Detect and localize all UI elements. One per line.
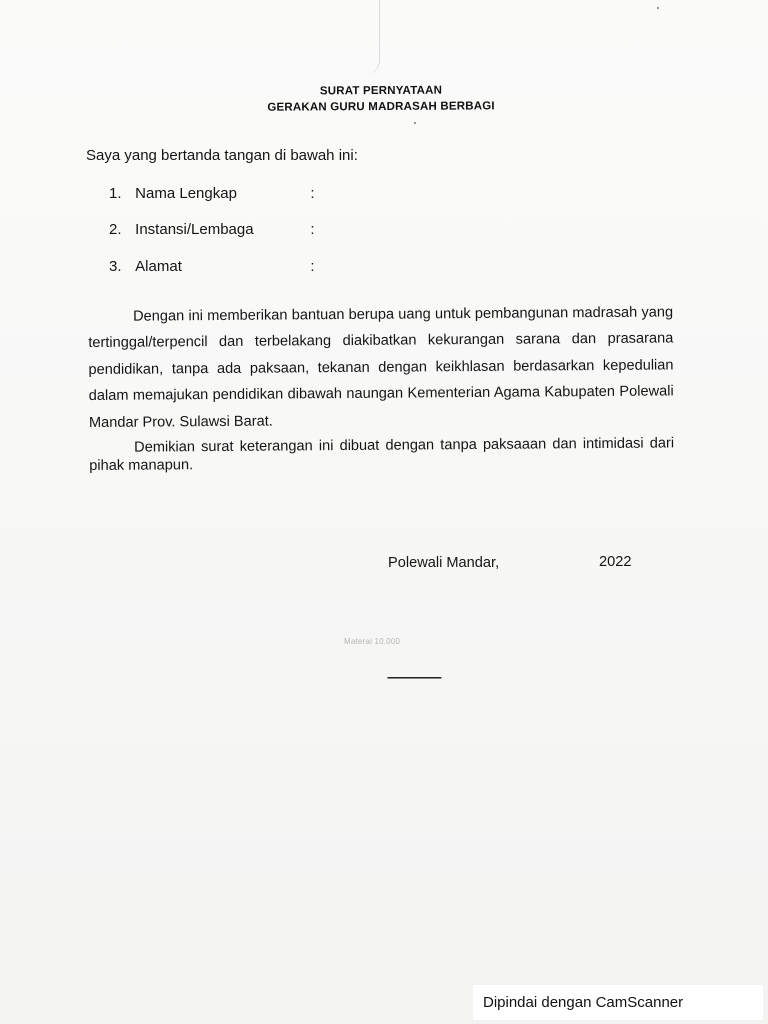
- scan-dot: [414, 122, 416, 124]
- signature-year: 2022: [599, 554, 632, 570]
- signature-place: Polewali Mandar,: [388, 555, 500, 571]
- field-institution: [109, 221, 320, 238]
- field-label: Instansi/Lembaga: [135, 221, 254, 238]
- field-label: Nama Lengkap: [135, 185, 237, 202]
- field-separator: :: [310, 221, 315, 238]
- statement-paragraph: Dengan ini memberikan bantuan berupa uang untuk pembangunan madrasah yang tertinggal/terpencil dan terbelakang diakibatkan kekurangan sarana dan prasarana pendidikan, tanpa ada paksaan, tekanan dengan keikhlasan berdasarkan kepedulian dalam memajukan pendidikan dibawah naungan Kementerian Agama Kabupaten Polewali Mandar Prov. Sulawsi Barat.: [88, 304, 674, 431]
- stamp-placeholder: Materai 10.000: [344, 637, 401, 646]
- signature-line: ------------------: [387, 670, 441, 684]
- field-number: 2.: [109, 221, 122, 238]
- closing-paragraph: Demikian surat keterangan ini dibuat dengan tanpa paksaaan dan intimidasi dari pihak manapun.: [89, 435, 675, 475]
- document-subtitle: GERAKAN GURU MADRASAH BERBAGI: [267, 100, 495, 114]
- scan-dot: [657, 7, 659, 9]
- field-label: Alamat: [135, 258, 182, 275]
- field-address: [109, 258, 320, 275]
- field-separator: :: [310, 185, 315, 202]
- document-heading: [0, 81, 765, 118]
- field-separator: :: [310, 258, 315, 275]
- field-number: 1.: [109, 185, 122, 202]
- field-full-name: [109, 185, 320, 202]
- scanner-watermark: Dipindai dengan CamScanner: [483, 994, 684, 1011]
- document-title: SURAT PERNYATAAN: [319, 84, 443, 98]
- statement-body: [88, 299, 674, 475]
- field-number: 3.: [109, 258, 122, 275]
- scan-mark: [365, 0, 380, 75]
- intro-statement: Saya yang bertanda tangan di bawah ini:: [86, 147, 358, 164]
